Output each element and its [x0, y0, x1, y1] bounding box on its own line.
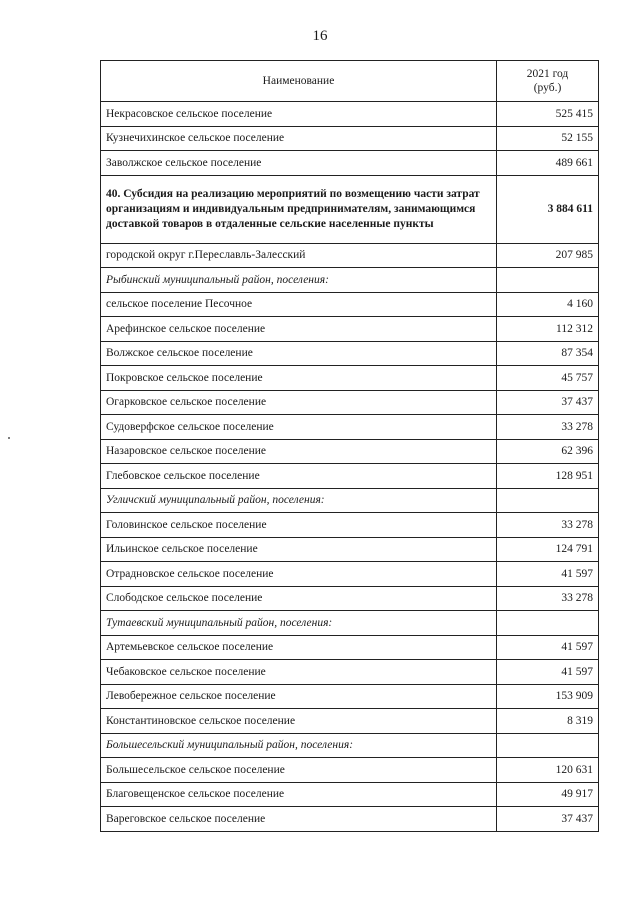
table-row: [101, 782, 599, 807]
table-row: [101, 390, 599, 415]
row-amount: 525 415: [497, 102, 599, 127]
row-name: Вареговское сельское поселение: [101, 807, 497, 832]
row-name: Тутаевский муниципальный район, поселения:: [101, 611, 497, 636]
row-name: Покровское сельское поселение: [101, 366, 497, 391]
row-amount: 52 155: [497, 126, 599, 151]
row-name: Слободское сельское поселение: [101, 586, 497, 611]
row-amount: 4 160: [497, 292, 599, 317]
header-amount-unit: (руб.): [533, 82, 562, 94]
row-amount: 37 437: [497, 390, 599, 415]
budget-table: [100, 60, 599, 832]
row-amount: 33 278: [497, 586, 599, 611]
row-amount: 120 631: [497, 758, 599, 783]
table-row: [101, 464, 599, 489]
row-amount: [497, 488, 599, 513]
row-amount: 45 757: [497, 366, 599, 391]
row-name: Арефинское сельское поселение: [101, 317, 497, 342]
row-name: Артемьевское сельское поселение: [101, 635, 497, 660]
row-amount: 41 597: [497, 660, 599, 685]
row-amount: [497, 268, 599, 293]
table-row: [101, 366, 599, 391]
row-amount: 128 951: [497, 464, 599, 489]
table-row: [101, 684, 599, 709]
row-amount: 489 661: [497, 151, 599, 176]
row-name: Благовещенское сельское поселение: [101, 782, 497, 807]
row-amount: 124 791: [497, 537, 599, 562]
table-header-row: [101, 61, 599, 102]
row-amount: 41 597: [497, 635, 599, 660]
table-row: [101, 660, 599, 685]
row-name: Заволжское сельское поселение: [101, 151, 497, 176]
header-amount: [497, 61, 599, 102]
row-name: сельское поселение Песочное: [101, 292, 497, 317]
row-name: Большесельское сельское поселение: [101, 758, 497, 783]
header-name: Наименование: [101, 61, 497, 102]
scan-speck: [8, 437, 10, 439]
table-row: [101, 635, 599, 660]
table-row: [101, 807, 599, 832]
row-name: Глебовское сельское поселение: [101, 464, 497, 489]
row-name: Большесельский муниципальный район, поселения:: [101, 733, 497, 758]
row-name: Кузнечихинское сельское поселение: [101, 126, 497, 151]
table-row: [101, 758, 599, 783]
row-amount: 37 437: [497, 807, 599, 832]
row-amount: 153 909: [497, 684, 599, 709]
row-name: Левобережное сельское поселение: [101, 684, 497, 709]
row-name: Волжское сельское поселение: [101, 341, 497, 366]
subsidy-row: [101, 175, 599, 243]
table-row: [101, 102, 599, 127]
table-row: [101, 243, 599, 268]
row-amount: 87 354: [497, 341, 599, 366]
row-name: городской округ г.Переславль-Залесский: [101, 243, 497, 268]
table-row: [101, 151, 599, 176]
page-number: 16: [312, 28, 328, 44]
row-name: Назаровское сельское поселение: [101, 439, 497, 464]
row-name: Угличский муниципальный район, поселения:: [101, 488, 497, 513]
table-row: [101, 513, 599, 538]
row-amount: 49 917: [497, 782, 599, 807]
table-row: [101, 586, 599, 611]
table-row: [101, 341, 599, 366]
row-amount: 207 985: [497, 243, 599, 268]
row-name: Судоверфское сельское поселение: [101, 415, 497, 440]
row-name: Огарковское сельское поселение: [101, 390, 497, 415]
row-amount: 8 319: [497, 709, 599, 734]
row-amount: 112 312: [497, 317, 599, 342]
header-amount-year: 2021 год: [526, 68, 569, 80]
table-row: [101, 537, 599, 562]
table-row: [101, 292, 599, 317]
table-row: [101, 562, 599, 587]
row-name: Чебаковское сельское поселение: [101, 660, 497, 685]
table-row: [101, 709, 599, 734]
group-header-row: [101, 611, 599, 636]
row-amount: [497, 733, 599, 758]
row-name: Рыбинский муниципальный район, поселения:: [101, 268, 497, 293]
table-row: [101, 415, 599, 440]
row-amount: 3 884 611: [497, 175, 599, 243]
row-amount: 62 396: [497, 439, 599, 464]
group-header-row: [101, 488, 599, 513]
row-name: Константиновское сельское поселение: [101, 709, 497, 734]
row-amount: 33 278: [497, 513, 599, 538]
row-name: Отрадновское сельское поселение: [101, 562, 497, 587]
table-row: [101, 439, 599, 464]
row-name: Ильинское сельское поселение: [101, 537, 497, 562]
row-amount: 41 597: [497, 562, 599, 587]
table-row: [101, 126, 599, 151]
row-name: 40. Субсидия на реализацию мероприятий по возмещению части затрат организациям и индивидуальным предпринимателям, занимающимся доставкой товаров в отдаленные сельские населенные пункты: [101, 175, 497, 243]
group-header-row: [101, 268, 599, 293]
group-header-row: [101, 733, 599, 758]
table-row: [101, 317, 599, 342]
row-name: Некрасовское сельское поселение: [101, 102, 497, 127]
row-amount: [497, 611, 599, 636]
row-name: Головинское сельское поселение: [101, 513, 497, 538]
row-amount: 33 278: [497, 415, 599, 440]
